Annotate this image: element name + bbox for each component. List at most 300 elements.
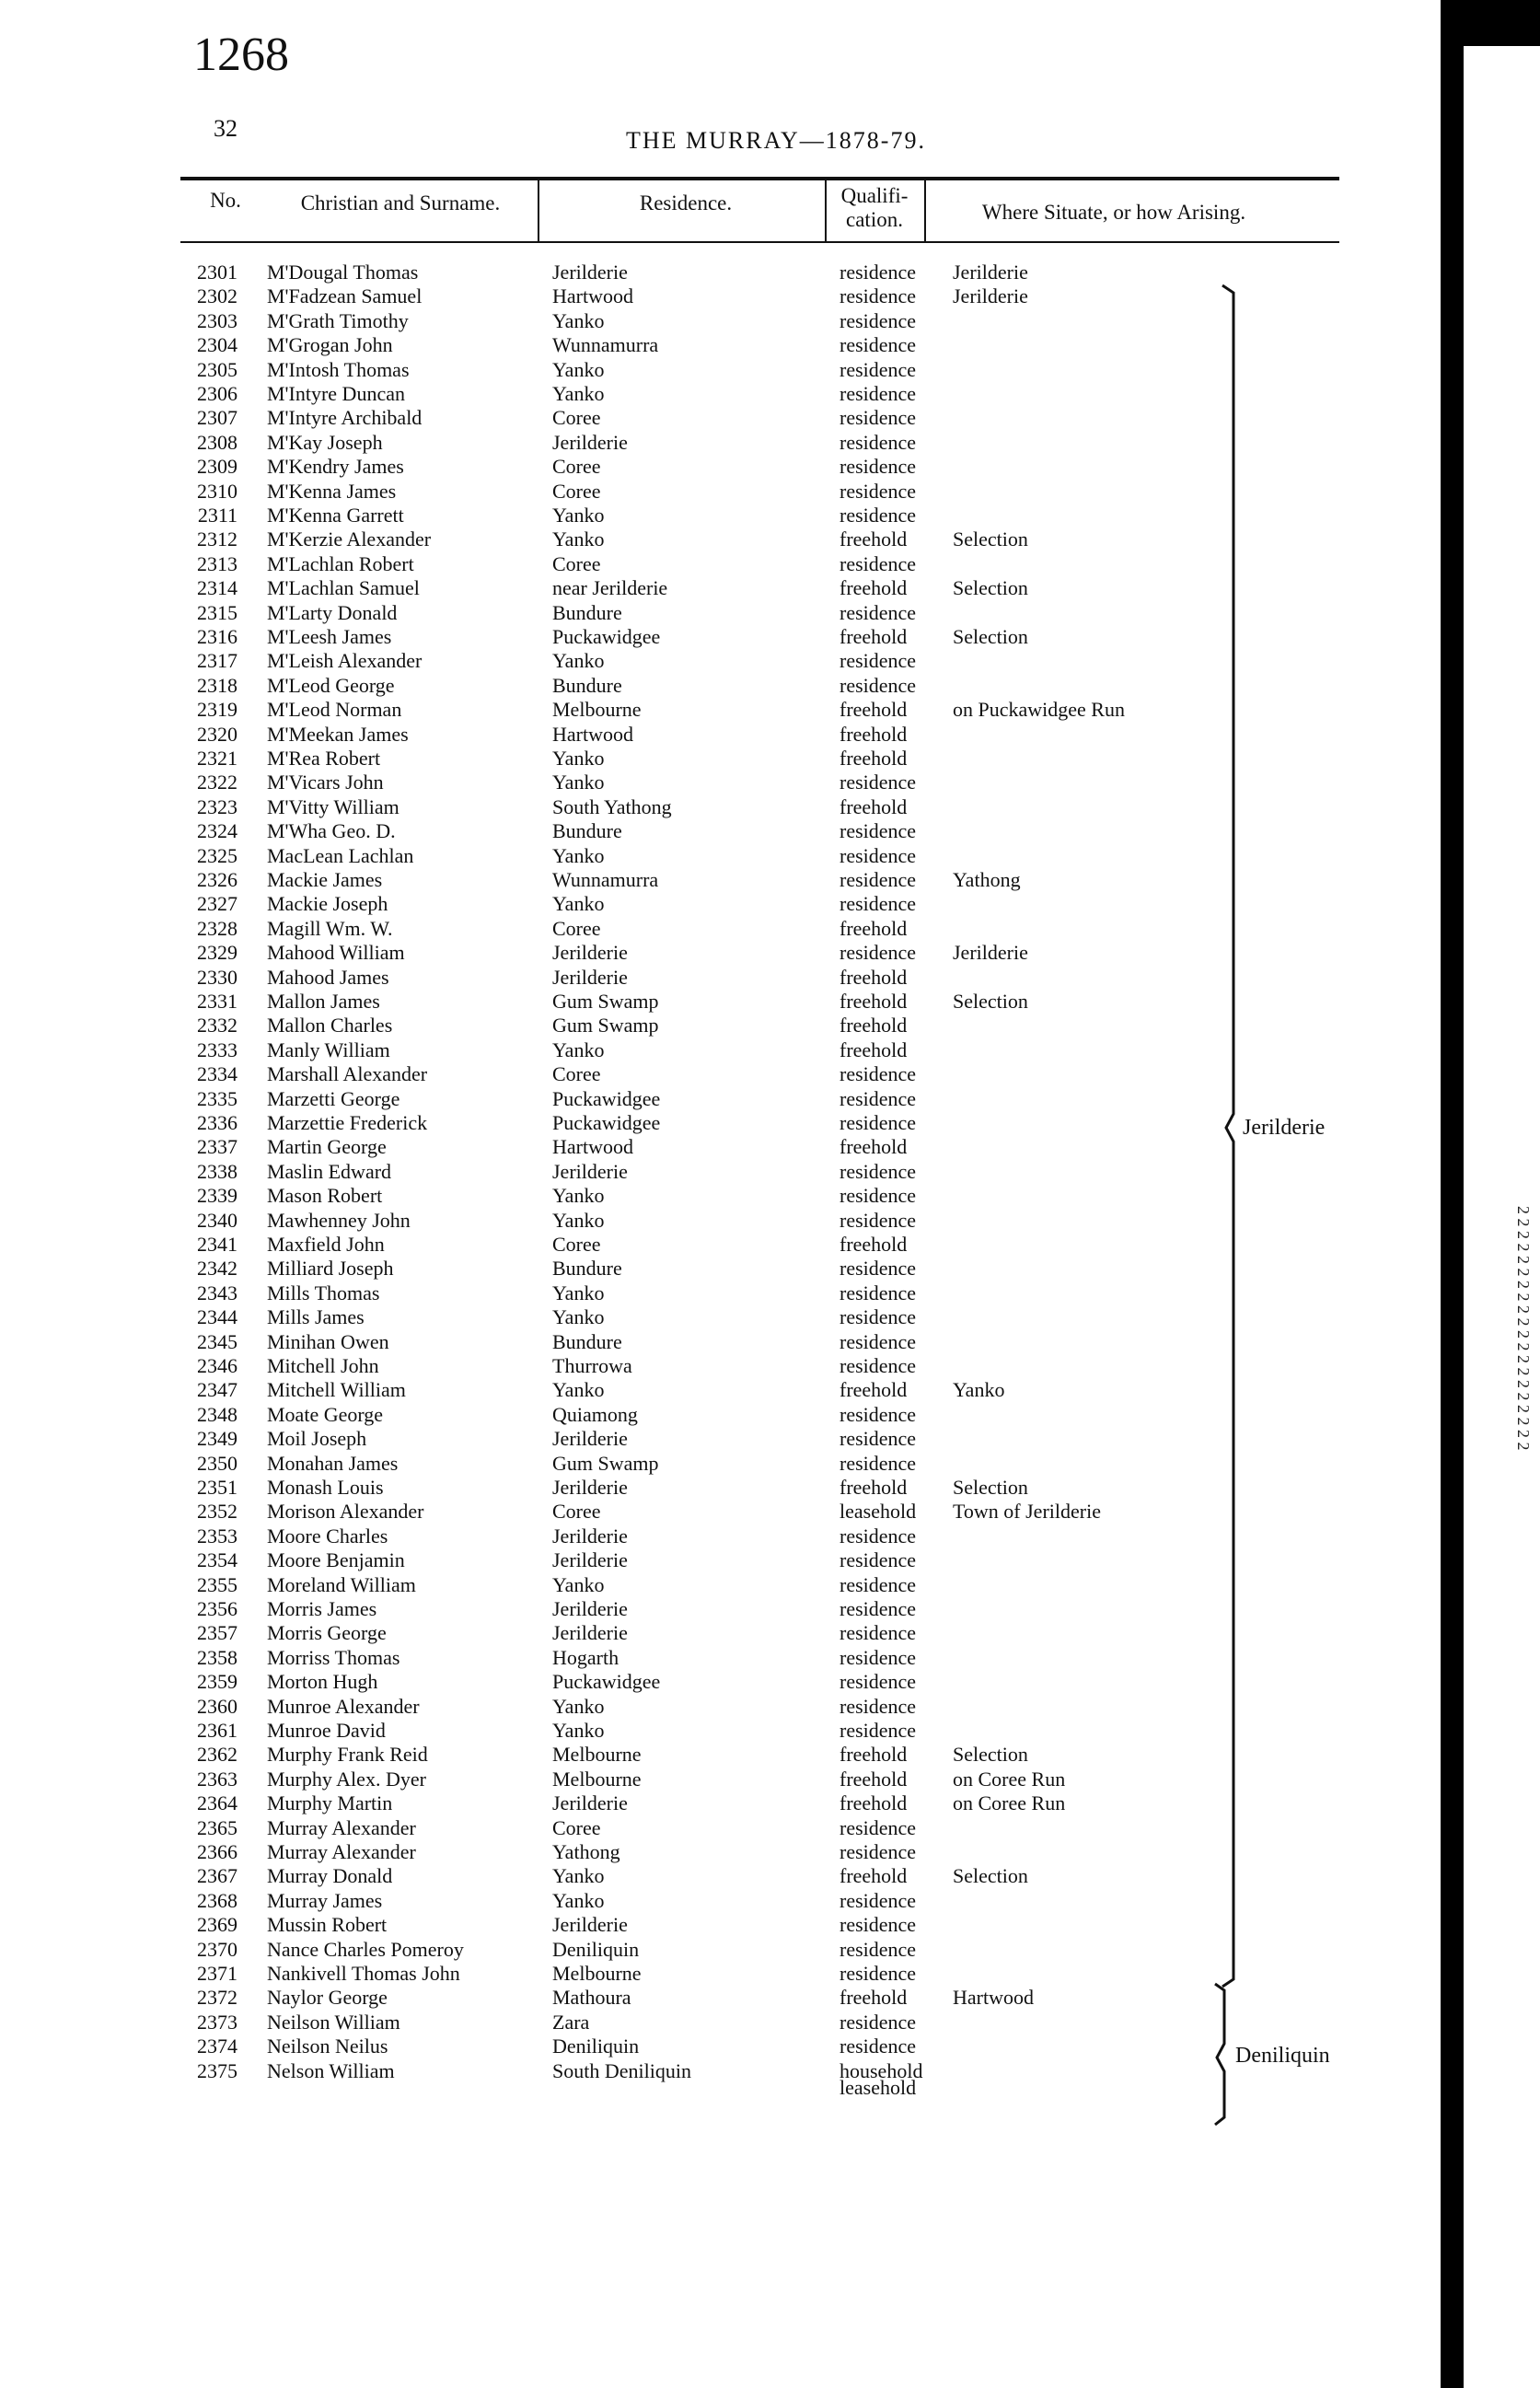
entry-name: Mitchell John xyxy=(267,1354,379,1377)
entry-residence: Yanko xyxy=(552,843,605,867)
entry-name: M'Dougal Thomas xyxy=(267,261,419,284)
entry-number: 2301 xyxy=(197,261,237,284)
entry-number: 2323 xyxy=(197,794,237,818)
entry-name: Magill Wm. W. xyxy=(267,916,393,940)
entry-qualification: freehold xyxy=(839,965,908,989)
entry-qualification: residence xyxy=(839,1840,917,1863)
entry-residence: Yanko xyxy=(552,382,605,405)
entry-qualification: freehold xyxy=(839,698,908,722)
entry-number: 2356 xyxy=(197,1597,237,1620)
entry-qualification: freehold xyxy=(839,1986,908,2010)
entry-residence: Wunnamurra xyxy=(552,868,659,891)
entry-residence: Puckawidgee xyxy=(552,1670,661,1694)
entry-number: 2358 xyxy=(197,1645,237,1669)
entry-qualification: freehold xyxy=(839,527,908,551)
entry-number: 2344 xyxy=(197,1305,237,1329)
entry-qualification: freehold xyxy=(839,1864,908,1888)
entry-number: 2304 xyxy=(197,333,237,357)
entry-qualification: residence xyxy=(839,1159,917,1183)
entry-residence: Gum Swamp xyxy=(552,1451,659,1475)
entry-number: 2373 xyxy=(197,2010,237,2034)
entry-where: Town of Jerilderie xyxy=(953,1500,1101,1524)
entry-name: Mackie James xyxy=(267,868,383,891)
entry-residence: Melbourne xyxy=(552,1962,642,1985)
entry-residence: Yanko xyxy=(552,1208,605,1232)
entry-where: Selection xyxy=(953,625,1028,648)
entry-qualification: residence xyxy=(839,1524,917,1548)
entry-qualification: residence xyxy=(839,382,917,405)
entry-number: 2365 xyxy=(197,1815,237,1839)
entry-name: Nance Charles Pomeroy xyxy=(267,1937,464,1961)
entry-name: M'Fadzean Samuel xyxy=(267,284,423,308)
entry-name: M'Vicars John xyxy=(267,771,384,794)
entry-qualification: freehold xyxy=(839,1378,908,1402)
entry-where: on Puckawidgee Run xyxy=(953,698,1125,722)
entry-number: 2303 xyxy=(197,308,237,332)
entry-qualification: freehold xyxy=(839,625,908,648)
entry-name: M'Lachlan Robert xyxy=(267,551,414,575)
entry-number: 2306 xyxy=(197,382,237,405)
entry-qualification: residence xyxy=(839,1208,917,1232)
entry-number: 2369 xyxy=(197,1913,237,1937)
entry-name: Murphy Alex. Dyer xyxy=(267,1767,426,1791)
entry-qualification: residence xyxy=(839,892,917,916)
entry-qualification: freehold xyxy=(839,1791,908,1815)
entry-name: Mitchell William xyxy=(267,1378,406,1402)
entry-qualification: residence xyxy=(839,2010,917,2034)
entry-number: 2329 xyxy=(197,941,237,965)
entry-number: 2325 xyxy=(197,843,237,867)
entry-name: Martin George xyxy=(267,1135,387,1159)
entry-residence: Yanko xyxy=(552,771,605,794)
col-header-no: No. xyxy=(210,189,241,212)
entry-name: Mackie Joseph xyxy=(267,892,388,916)
entry-qualification: freehold xyxy=(839,1135,908,1159)
entry-number: 2368 xyxy=(197,1888,237,1912)
entry-qualification: household xyxy=(839,2058,923,2082)
entry-name: Nankivell Thomas John xyxy=(267,1962,460,1985)
entry-qualification: residence xyxy=(839,1451,917,1475)
entry-name: M'Leod George xyxy=(267,673,395,697)
entry-number: 2321 xyxy=(197,747,237,770)
entry-name: Mills James xyxy=(267,1305,365,1329)
entry-residence: Jerilderie xyxy=(552,1427,628,1451)
entry-name: Moreland William xyxy=(267,1572,416,1596)
entry-residence: Jerilderie xyxy=(552,1597,628,1620)
entry-number: 2330 xyxy=(197,965,237,989)
entry-residence: Coree xyxy=(552,1062,601,1086)
entry-residence: Coree xyxy=(552,551,601,575)
entry-qualification: freehold xyxy=(839,1476,908,1499)
entry-residence: Yanko xyxy=(552,747,605,770)
entry-qualification: residence xyxy=(839,1257,917,1281)
col-header-where: Where Situate, or how Arising. xyxy=(981,201,1246,224)
entry-number: 2370 xyxy=(197,1937,237,1961)
entry-name: Maxfield John xyxy=(267,1233,385,1256)
col-header-residence: Residence. xyxy=(639,191,733,214)
entry-residence: Deniliquin xyxy=(552,1937,640,1961)
entry-residence: Zara xyxy=(552,2010,590,2034)
entry-qualification: freehold xyxy=(839,1767,908,1791)
entry-qualification: residence xyxy=(839,1719,917,1742)
entry-residence: Coree xyxy=(552,1233,601,1256)
entry-residence: Jerilderie xyxy=(552,430,628,454)
entry-residence: Yanko xyxy=(552,1888,605,1912)
entry-name: Moate George xyxy=(267,1402,384,1426)
entry-qualification: residence xyxy=(839,941,917,965)
entry-number: 2352 xyxy=(197,1500,237,1524)
brace-jerilderie xyxy=(1222,285,1233,1987)
entry-qualification: residence xyxy=(839,406,917,430)
entry-qualification: residence xyxy=(839,1815,917,1839)
entry-qualification: freehold xyxy=(839,722,908,746)
entry-residence: Yanko xyxy=(552,1281,605,1304)
col-header-name: Christian and Surname. xyxy=(300,191,501,214)
entry-qualification: residence xyxy=(839,1354,917,1377)
entry-residence: Melbourne xyxy=(552,1767,642,1791)
entry-where: Hartwood xyxy=(953,1986,1034,2010)
entry-name: Marshall Alexander xyxy=(267,1062,428,1086)
entry-qualification: residence xyxy=(839,1111,917,1134)
entry-residence: Yanko xyxy=(552,357,605,381)
entry-residence: Coree xyxy=(552,479,601,503)
page-number: 32 xyxy=(214,115,237,142)
entry-name: Mason Robert xyxy=(267,1184,383,1208)
entry-number: 2312 xyxy=(197,527,237,551)
entry-where: Yathong xyxy=(953,868,1021,891)
entry-qualification: residence xyxy=(839,1086,917,1110)
entry-residence: Yanko xyxy=(552,1378,605,1402)
entry-name: Murray Alexander xyxy=(267,1815,416,1839)
entry-where: Selection xyxy=(953,1743,1028,1767)
entry-residence: Melbourne xyxy=(552,698,642,722)
entry-qualification: residence xyxy=(839,1670,917,1694)
entry-number: 2374 xyxy=(197,2034,237,2058)
entry-name: Nelson William xyxy=(267,2058,395,2082)
entry-name: M'Kendry James xyxy=(267,455,404,479)
entry-qualification: residence xyxy=(839,1888,917,1912)
entry-qualification: residence xyxy=(839,673,917,697)
entry-number: 2339 xyxy=(197,1184,237,1208)
entry-name: Minihan Owen xyxy=(267,1329,389,1353)
entry-qualification: residence xyxy=(839,357,917,381)
entry-name: M'Wha Geo. D. xyxy=(267,819,396,843)
entry-number: 2320 xyxy=(197,722,237,746)
entry-residence: Coree xyxy=(552,916,601,940)
entry-name: Mallon James xyxy=(267,990,380,1013)
entry-qualification: residence xyxy=(839,1062,917,1086)
entry-qualification: residence xyxy=(839,1572,917,1596)
entry-number: 2310 xyxy=(197,479,237,503)
entry-qualification: freehold xyxy=(839,576,908,600)
adjacent-page-edge xyxy=(1464,46,1540,2388)
entry-name: Monahan James xyxy=(267,1451,399,1475)
entry-number: 2347 xyxy=(197,1378,237,1402)
entry-number: 2375 xyxy=(197,2058,237,2082)
entry-number: 2335 xyxy=(197,1086,237,1110)
entry-number: 2351 xyxy=(197,1476,237,1499)
entry-qualification: residence xyxy=(839,455,917,479)
entry-qualification: residence xyxy=(839,2034,917,2058)
entry-name: Mussin Robert xyxy=(267,1913,388,1937)
entry-number: 2349 xyxy=(197,1427,237,1451)
entry-number: 2341 xyxy=(197,1233,237,1256)
entry-number: 2336 xyxy=(197,1111,237,1134)
entry-number: 2318 xyxy=(197,673,237,697)
entry-name: Murray Alexander xyxy=(267,1840,416,1863)
entry-qualification: freehold xyxy=(839,1038,908,1061)
entry-residence: Yanko xyxy=(552,1694,605,1718)
entry-residence: Coree xyxy=(552,406,601,430)
entry-qualification: residence xyxy=(839,819,917,843)
entry-name: M'Grogan John xyxy=(267,333,393,357)
entry-name: M'Kerzie Alexander xyxy=(267,527,432,551)
entry-number: 2342 xyxy=(197,1257,237,1281)
entry-number: 2319 xyxy=(197,698,237,722)
entry-number: 2357 xyxy=(197,1621,237,1645)
adjacent-page-numbers: 2 2 2 2 2 2 2 2 2 2 2 2 2 2 2 2 2 2 2 2 xyxy=(1514,1206,1533,1451)
brace-deniliquin xyxy=(1215,1984,1224,2125)
entry-residence: South Deniliquin xyxy=(552,2058,691,2082)
entry-residence: Hartwood xyxy=(552,722,633,746)
entry-residence: near Jerilderie xyxy=(552,576,668,600)
archive-number: 1268 xyxy=(193,29,289,81)
entry-number: 2361 xyxy=(197,1719,237,1742)
entry-name: M'Meekan James xyxy=(267,722,409,746)
entry-number: 2327 xyxy=(197,892,237,916)
entry-residence: Yanko xyxy=(552,1038,605,1061)
entry-number: 2313 xyxy=(197,551,237,575)
entry-name: Mallon Charles xyxy=(267,1014,393,1038)
entry-name: Milliard Joseph xyxy=(267,1257,394,1281)
entry-residence: Thurrowa xyxy=(552,1354,632,1377)
entry-residence: Yanko xyxy=(552,1719,605,1742)
entry-name: Morriss Thomas xyxy=(267,1645,400,1669)
entry-residence: Yanko xyxy=(552,308,605,332)
entry-residence: Gum Swamp xyxy=(552,990,659,1013)
entry-residence: Gum Swamp xyxy=(552,1014,659,1038)
entry-residence: Yathong xyxy=(552,1840,620,1863)
entry-residence: Bundure xyxy=(552,673,622,697)
entry-name: Moore Charles xyxy=(267,1524,388,1548)
entry-name: Morris James xyxy=(267,1597,377,1620)
entry-qualification: residence xyxy=(839,1305,917,1329)
entry-residence: Yanko xyxy=(552,1864,605,1888)
entry-where: on Coree Run xyxy=(953,1791,1066,1815)
entry-residence: Jerilderie xyxy=(552,1621,628,1645)
entry-name: M'Leesh James xyxy=(267,625,392,648)
entry-name: Monash Louis xyxy=(267,1476,384,1499)
entry-name: Manly William xyxy=(267,1038,390,1061)
entry-number: 2331 xyxy=(197,990,237,1013)
entry-name: M'Leish Alexander xyxy=(267,649,423,673)
entry-name: M'Leod Norman xyxy=(267,698,402,722)
entry-name: M'Intosh Thomas xyxy=(267,357,410,381)
entry-residence: Jerilderie xyxy=(552,1548,628,1572)
entry-residence: Puckawidgee xyxy=(552,1086,661,1110)
entry-name: M'Rea Robert xyxy=(267,747,381,770)
entry-residence: Deniliquin xyxy=(552,2034,640,2058)
entry-name: Maslin Edward xyxy=(267,1159,392,1183)
entry-number: 2314 xyxy=(197,576,237,600)
entry-number: 2309 xyxy=(197,455,237,479)
entry-number: 2360 xyxy=(197,1694,237,1718)
entry-qualification: residence xyxy=(839,1597,917,1620)
entry-number: 2317 xyxy=(197,649,237,673)
entry-residence: Yanko xyxy=(552,1572,605,1596)
entry-qualification: residence xyxy=(839,843,917,867)
entry-name: M'Intyre Duncan xyxy=(267,382,405,405)
entry-number: 2364 xyxy=(197,1791,237,1815)
entry-where: Selection xyxy=(953,990,1028,1013)
entry-name: Murphy Frank Reid xyxy=(267,1743,428,1767)
entry-qualification: residence xyxy=(839,430,917,454)
entry-residence: Jerilderie xyxy=(552,1476,628,1499)
entry-where: Jerilderie xyxy=(953,261,1028,284)
entry-name: M'Grath Timothy xyxy=(267,308,409,332)
entry-number: 2372 xyxy=(197,1986,237,2010)
brace-label-deniliquin: Deniliquin xyxy=(1235,2044,1330,2068)
entry-where: Jerilderie xyxy=(953,284,1028,308)
entry-qualification: residence xyxy=(839,1913,917,1937)
entry-residence: Jerilderie xyxy=(552,1913,628,1937)
entry-name: M'Kenna Garrett xyxy=(267,504,404,527)
entry-qualification: residence xyxy=(839,1184,917,1208)
entry-where: Selection xyxy=(953,527,1028,551)
entry-residence: Puckawidgee xyxy=(552,625,661,648)
entry-number: 2326 xyxy=(197,868,237,891)
entry-qualification: residence xyxy=(839,1548,917,1572)
entry-name: M'Intyre Archibald xyxy=(267,406,423,430)
entry-qualification: residence xyxy=(839,1427,917,1451)
entry-residence: Bundure xyxy=(552,1257,622,1281)
entry-number: 2362 xyxy=(197,1743,237,1767)
entry-residence: Coree xyxy=(552,1815,601,1839)
entry-residence: Wunnamurra xyxy=(552,333,659,357)
entry-name: M'Vitty William xyxy=(267,794,399,818)
entry-name: Murray Donald xyxy=(267,1864,393,1888)
entry-name: Moore Benjamin xyxy=(267,1548,405,1572)
entry-number: 2343 xyxy=(197,1281,237,1304)
entry-residence: Hogarth xyxy=(552,1645,619,1669)
entry-residence: Jerilderie xyxy=(552,1524,628,1548)
entry-residence: Coree xyxy=(552,455,601,479)
entry-number: 2305 xyxy=(197,357,237,381)
entry-qualification: residence xyxy=(839,1402,917,1426)
entry-qualification: residence xyxy=(839,1621,917,1645)
entry-name: Murphy Martin xyxy=(267,1791,393,1815)
entry-qualification: residence xyxy=(839,479,917,503)
entry-name: Neilson William xyxy=(267,2010,400,2034)
entry-number: 2350 xyxy=(197,1451,237,1475)
entry-qualification: freehold xyxy=(839,747,908,770)
entry-residence: Bundure xyxy=(552,600,622,624)
entry-qualification: residence xyxy=(839,333,917,357)
entry-number: 2345 xyxy=(197,1329,237,1353)
entry-residence: Bundure xyxy=(552,819,622,843)
entry-residence: Yanko xyxy=(552,1184,605,1208)
entry-residence: Melbourne xyxy=(552,1743,642,1767)
entry-number: 2338 xyxy=(197,1159,237,1183)
entry-residence: Yanko xyxy=(552,504,605,527)
entry-number: 2367 xyxy=(197,1864,237,1888)
entry-number: 2333 xyxy=(197,1038,237,1061)
entry-where: Selection xyxy=(953,576,1028,600)
entry-qualification: residence xyxy=(839,771,917,794)
entry-name: Moil Joseph xyxy=(267,1427,367,1451)
entry-qualification: freehold xyxy=(839,990,908,1013)
entry-number: 2324 xyxy=(197,819,237,843)
entry-number: 2348 xyxy=(197,1402,237,1426)
entry-qualification: residence xyxy=(839,1962,917,1985)
entry-number: 2302 xyxy=(197,284,237,308)
entry-qualification: freehold xyxy=(839,1014,908,1038)
entry-residence: Quiamong xyxy=(552,1402,638,1426)
entry-qualification: residence xyxy=(839,308,917,332)
entry-number: 2359 xyxy=(197,1670,237,1694)
entry-qualification: residence xyxy=(839,600,917,624)
entry-qualification: residence xyxy=(839,1281,917,1304)
entry-qualification: residence xyxy=(839,649,917,673)
entry-name: Mawhenney John xyxy=(267,1208,411,1232)
entry-name: Morton Hugh xyxy=(267,1670,378,1694)
entry-number: 2328 xyxy=(197,916,237,940)
entry-number: 2307 xyxy=(197,406,237,430)
entry-number: 2311 xyxy=(197,504,237,527)
entry-qualification: residence xyxy=(839,284,917,308)
entry-number: 2340 xyxy=(197,1208,237,1232)
entry-residence: Bundure xyxy=(552,1329,622,1353)
entry-number: 2355 xyxy=(197,1572,237,1596)
entry-qualification: residence xyxy=(839,261,917,284)
entry-number: 2354 xyxy=(197,1548,237,1572)
entry-residence: Coree xyxy=(552,1500,601,1524)
entry-residence: Yanko xyxy=(552,1305,605,1329)
entry-where: on Coree Run xyxy=(953,1767,1066,1791)
entry-name: M'Larty Donald xyxy=(267,600,398,624)
entry-qualification: freehold xyxy=(839,1743,908,1767)
entry-qualification: freehold xyxy=(839,916,908,940)
entry-name: MacLean Lachlan xyxy=(267,843,414,867)
entry-number: 2316 xyxy=(197,625,237,648)
entry-number: 2334 xyxy=(197,1062,237,1086)
entry-where: Selection xyxy=(953,1864,1028,1888)
entry-qualification: residence xyxy=(839,1694,917,1718)
entry-where: Jerilderie xyxy=(953,941,1028,965)
entry-residence: Jerilderie xyxy=(552,965,628,989)
entry-qualification: residence xyxy=(839,551,917,575)
entry-number: 2371 xyxy=(197,1962,237,1985)
entry-number: 2332 xyxy=(197,1014,237,1038)
entry-qualification: residence xyxy=(839,868,917,891)
entry-qualification: residence xyxy=(839,1937,917,1961)
entry-qualification: residence xyxy=(839,504,917,527)
entry-name: Mahood James xyxy=(267,965,389,989)
entry-name: Naylor George xyxy=(267,1986,388,2010)
entry-name: Munroe Alexander xyxy=(267,1694,420,1718)
entry-name: M'Kay Joseph xyxy=(267,430,383,454)
entry-qualification: leasehold xyxy=(839,1500,917,1524)
entry-name: Neilson Neilus xyxy=(267,2034,388,2058)
entry-name: Marzetti George xyxy=(267,1086,400,1110)
entry-number: 2308 xyxy=(197,430,237,454)
entry-residence: Hartwood xyxy=(552,1135,633,1159)
col-header-qualification: Qualifi- cation. xyxy=(840,184,909,231)
entry-name: M'Lachlan Samuel xyxy=(267,576,420,600)
entry-number: 2346 xyxy=(197,1354,237,1377)
entry-number: 2322 xyxy=(197,771,237,794)
entry-where: Yanko xyxy=(953,1378,1005,1402)
